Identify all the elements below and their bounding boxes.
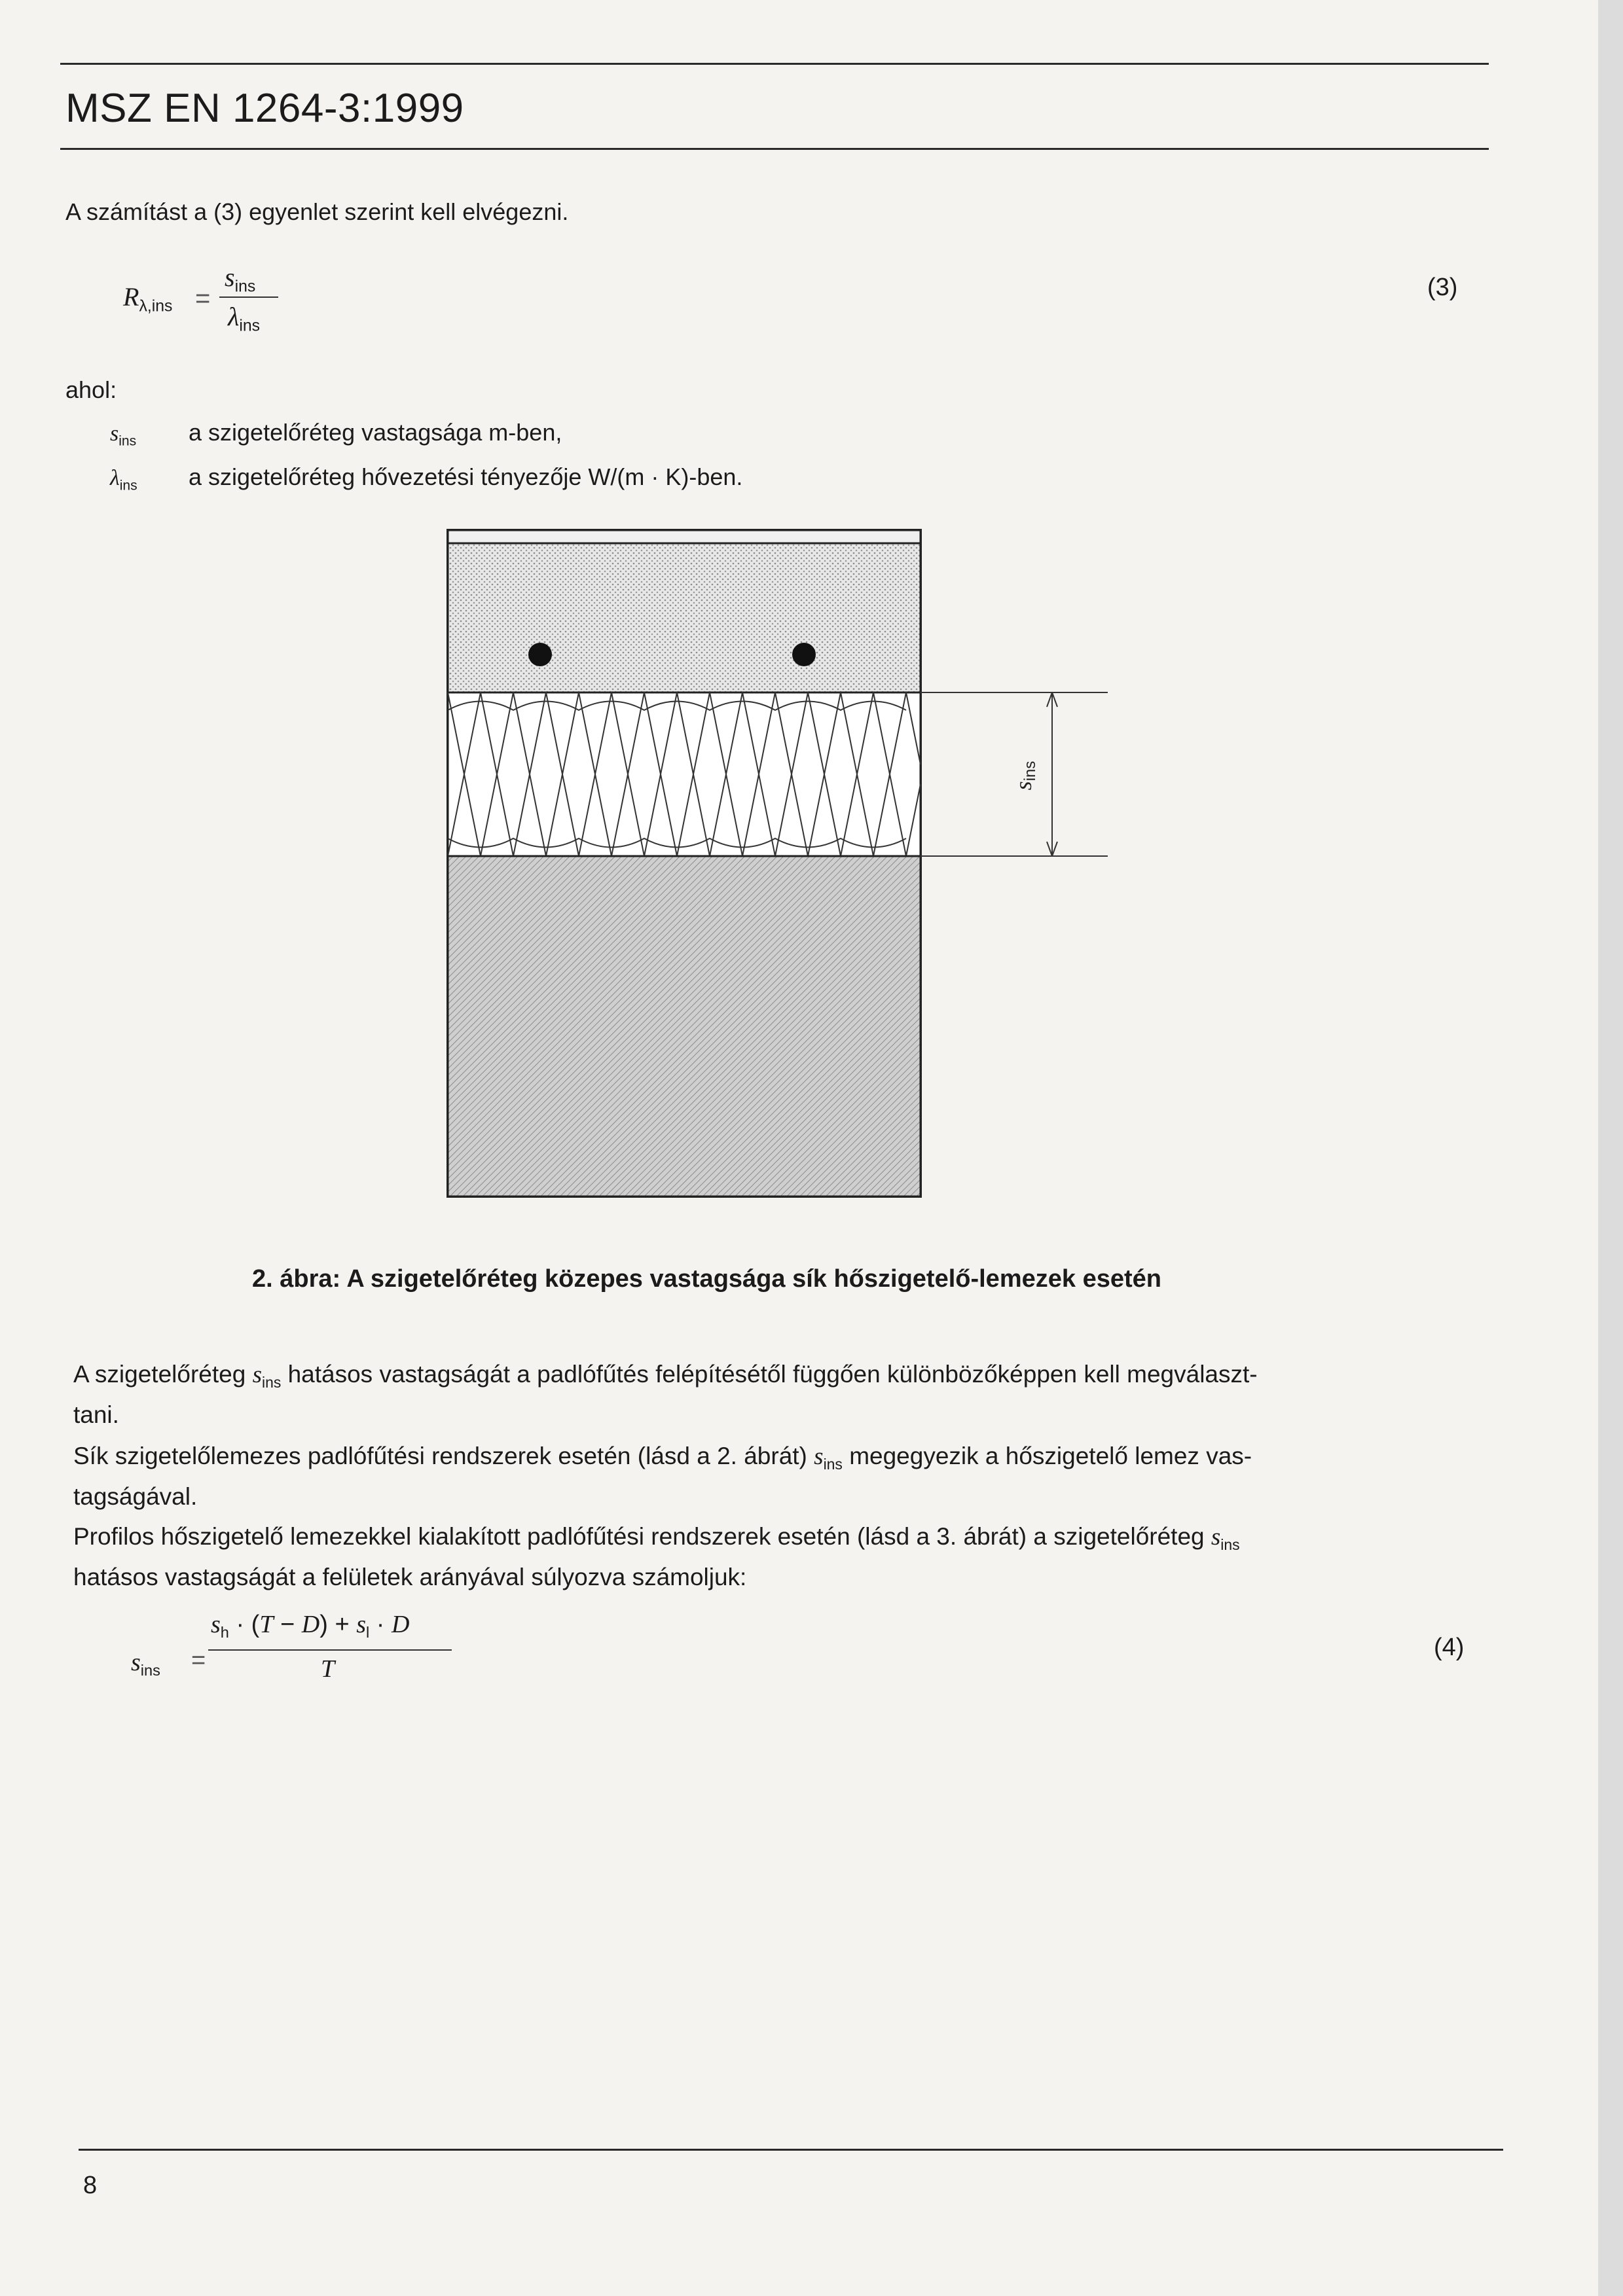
equation-3: [118, 262, 314, 347]
figure-base-slab: [448, 856, 921, 1196]
figure-screed-layer: [448, 543, 921, 692]
figure-heating-pipe: [528, 643, 552, 666]
eq3-denominator: $\lambda_{ins}$: [228, 302, 261, 335]
definition-symbol: $s_{ins}$: [110, 422, 137, 449]
eq4-equals: =: [191, 1647, 206, 1674]
definition-symbol: $\lambda_{ins}$: [110, 466, 137, 493]
where-label: ahol:: [65, 376, 117, 403]
footer-rule: [79, 2149, 1503, 2151]
figure-heating-pipe: [792, 643, 816, 666]
paragraph-2: Sík szigetelőlemezes padlófűtési rendszerek esetén (lásd a 2. ábrát) $s_{ins}$ megegyezik a hőszigetelő lemez vas- tagságával.: [73, 1443, 1252, 1511]
header-bottom-rule: [60, 148, 1489, 150]
eq4-lhs: $s_{ins}$: [131, 1649, 160, 1679]
definition-text: a szigetelőréteg vastagsága m-ben,: [189, 419, 562, 446]
definition-text: a szigetelőréteg hővezetési tényezője W/(m · K)-ben.: [189, 463, 743, 490]
paragraph-1: A szigetelőréteg $s_{ins}$ hatásos vastagságát a padlófűtés felépítésétől függően különbözőképpen kell megválaszt- tani.: [73, 1361, 1258, 1429]
eq4-numerator: $s_h \cdot (T - D) + s_l \cdot D$: [211, 1611, 410, 1641]
equation-4-number: (4): [1434, 1634, 1465, 1661]
intro-text: A számítást a (3) egyenlet szerint kell elvégezni.: [65, 198, 569, 225]
eq3-fraction-bar: [219, 296, 278, 298]
eq4-denominator: T: [321, 1655, 335, 1683]
scan-edge-shadow: [1598, 0, 1623, 2296]
definition-s-ins: [110, 417, 1027, 457]
header-top-rule: [60, 63, 1489, 65]
inline-symbol: $s_{ins}$: [252, 1361, 282, 1391]
equation-4: [131, 1610, 524, 1702]
eq3-numerator: $s_{ins}$: [225, 262, 256, 296]
eq4-fraction-bar: [208, 1649, 452, 1651]
definition-lambda-ins: [110, 461, 1027, 501]
eq3-lhs: $R_{\lambda,ins}$: [123, 282, 173, 315]
standard-title: MSZ EN 1264-3:1999: [65, 86, 464, 131]
figure-caption: 2. ábra: A szigetelőréteg közepes vastagsága sík hőszigetelő-lemezek esetén: [252, 1265, 1161, 1293]
inline-symbol: $s_{ins}$: [1211, 1524, 1240, 1554]
inline-symbol: $s_{ins}$: [814, 1443, 843, 1473]
equation-3-number: (3): [1427, 274, 1458, 301]
figure-insulation-layer: [439, 520, 1126, 1214]
figure-top-covering: [448, 530, 921, 543]
figure-dimension-label: sins: [1010, 761, 1039, 791]
page-number: 8: [83, 2172, 98, 2199]
paragraph-3: Profilos hőszigetelő lemezekkel kialakított padlófűtési rendszerek esetén (lásd a 3. ábrát) a szigetelőréteg $s_{ins}$ hatásos vastagságát a felületek arányával súlyozva számoljuk:: [73, 1523, 1240, 1591]
eq3-equals: =: [195, 284, 211, 313]
